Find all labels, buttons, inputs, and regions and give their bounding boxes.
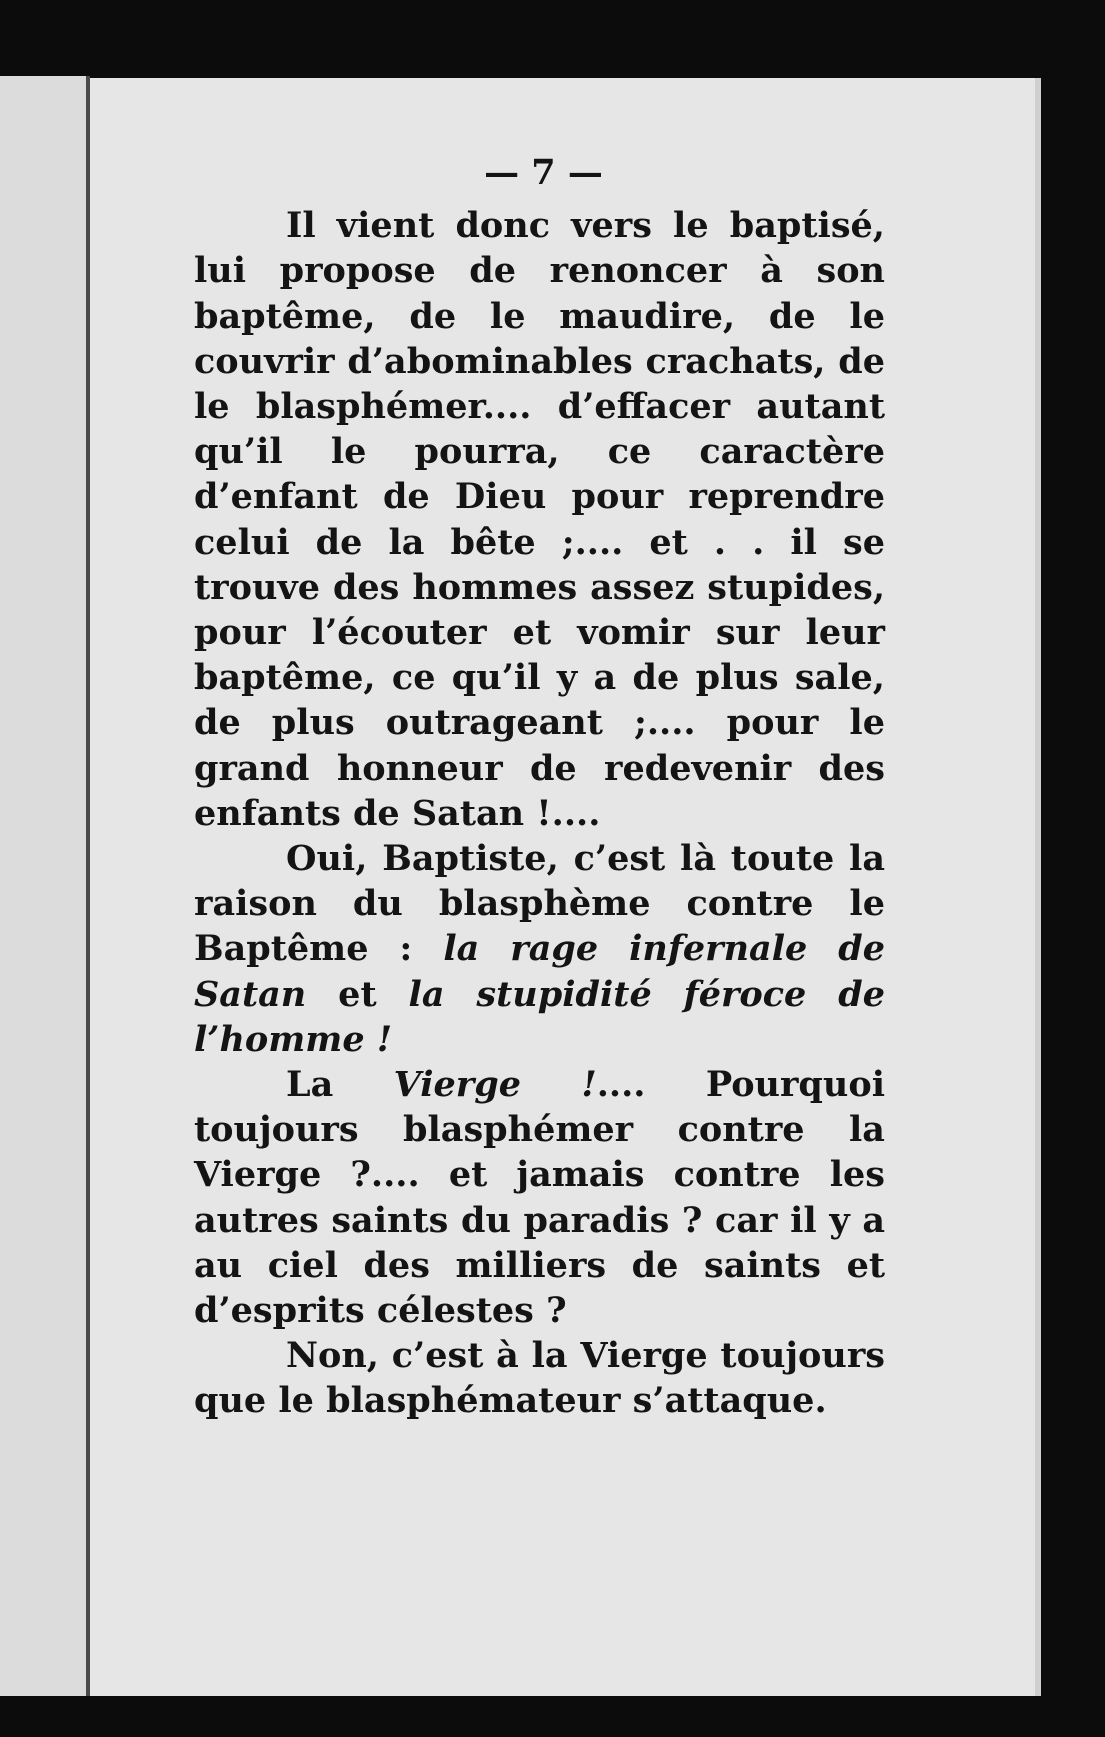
paragraph-4 [194, 1333, 885, 1423]
paragraph-3 [194, 1062, 885, 1333]
paragraph-3-italic: Vierge ! [393, 1064, 597, 1106]
page-right-edge [1035, 78, 1041, 1696]
paragraph-2-text-b: et [306, 973, 409, 1015]
paragraph-2-text-a: Oui, Baptiste, c’est là toute la raison du blasphème contre le Baptême : [194, 838, 885, 970]
paragraph-3-text-a: La [286, 1064, 394, 1106]
page-number: — 7 — [484, 152, 603, 193]
paragraph-1 [194, 203, 885, 836]
paragraph-2-italic-a: la rage infernale de Satan [194, 928, 885, 1015]
paragraph-3-text-b: .... Pourquoi toujours blasphémer contre la Vierge ?.... et jamais contre les autres saints du paradis ? car il y a au ciel des milliers de saints et d’esprits célestes ? [194, 1064, 885, 1332]
paragraph-2-italic-b: la stupidité féroce de l’homme ! [194, 973, 885, 1060]
paragraph-4-text: Non, c’est à la Vierge toujours que le blasphémateur s’attaque. [194, 1335, 885, 1422]
left-page-edge [0, 76, 86, 1696]
page-text-block [194, 150, 885, 1424]
paragraph-1-text: Il vient donc vers le baptisé, lui propose de renoncer à son baptême, de le maudire, de le couvrir d’abominables crachats, de le blasphémer.... d’effacer autant qu’il le pourra, ce caractère d’enfant de Dieu pour reprendre celui de la bête ;.... et . . il se trouve des hommes assez stupides, pour l’écouter et vomir sur leur baptême, ce qu’il y a de plus sale, de plus outrageant ;.... pour le grand honneur de redevenir des enfants de Satan !.... [194, 205, 885, 834]
paragraph-2 [194, 836, 885, 1062]
